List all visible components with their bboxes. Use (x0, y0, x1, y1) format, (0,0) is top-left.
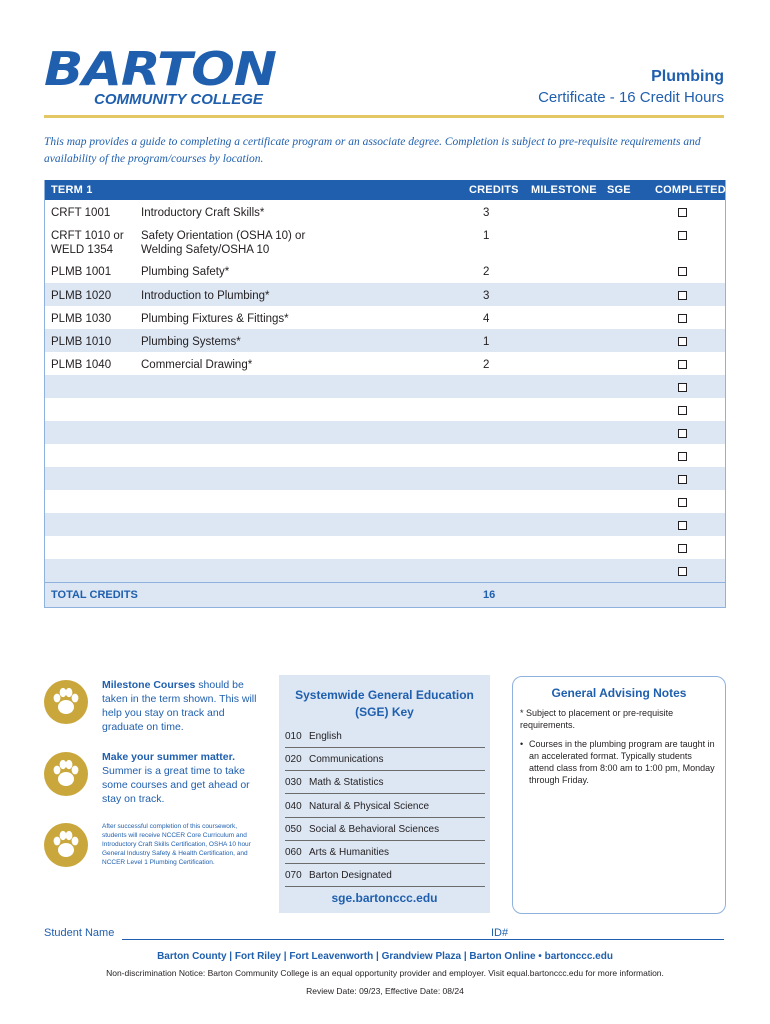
sge-key-item (285, 752, 485, 771)
total-credits-row (45, 582, 725, 607)
completed-checkbox[interactable] (678, 231, 687, 240)
intro-text: This map provides a guide to completing a certificate program or an associate degree. Completion is subject to pre-requisite requirements and availability of the program/courses by location. (44, 136, 701, 165)
course-code: PLMB 1020 (51, 290, 112, 302)
table-row (45, 306, 725, 329)
student-name-field[interactable] (122, 939, 527, 940)
course-name: Commercial Drawing* (141, 359, 253, 371)
review-date: Review Date: 09/23, Effective Date: 08/24 (306, 986, 464, 996)
table-row (45, 283, 725, 306)
bullet: • (520, 739, 524, 749)
nondiscrimination-notice: Non-discrimination Notice: Barton Community College is an equal opportunity provider and employer. Visit equal.bartonccc.edu for more information. (106, 968, 664, 978)
paw-icon (44, 823, 88, 867)
advising-note (520, 738, 718, 786)
summer-note-text: Summer is a great time to take some courses and get ahead or stay on track. (102, 765, 250, 805)
table-row (45, 223, 725, 259)
table-row (45, 329, 725, 352)
sge-link[interactable]: sge.bartonccc.edu (331, 891, 438, 905)
sge-key-item (285, 822, 485, 841)
table-row (45, 421, 725, 444)
student-name-label: Student Name (44, 927, 115, 939)
advising-note: * Subject to placement or pre-requisite requirements. (520, 708, 674, 730)
total-credits-label: TOTAL CREDITS (51, 589, 138, 601)
completed-checkbox[interactable] (678, 429, 687, 438)
sge-key-box (279, 675, 490, 913)
course-code: PLMB 1040 (51, 359, 112, 371)
id-label: ID# (491, 927, 509, 939)
course-name: Plumbing Systems* (141, 336, 241, 348)
sge-code: 070 (285, 870, 302, 882)
milestone-note-text: should be taken in the term shown. This will help you stay on track and graduate on time. (102, 679, 257, 733)
campus-list: Barton County | Fort Riley | Fort Leavenworth | Grandview Plaza | Barton Online • bartonccc.edu (157, 951, 613, 962)
table-row (45, 513, 725, 536)
course-code: CRFT 1010 or WELD 1354 (51, 230, 124, 256)
table-row (45, 398, 725, 421)
certification-note: After successful completion of this coursework, students will receive NCCER Core Curriculum and Introductory Craft Skills Certification, OSHA 10 hour General Industry Safety & Health Certification, and NCCER Level 1 Plumbing Certification. (102, 823, 251, 866)
sge-header: SGE (607, 184, 631, 196)
sge-code: 010 (285, 731, 302, 742)
course-name: Introductory Craft Skills* (141, 207, 265, 219)
table-row (45, 536, 725, 559)
sge-key-item (285, 775, 485, 794)
logo-subtitle: COMMUNITY COLLEGE (94, 91, 263, 108)
completed-checkbox[interactable] (678, 314, 687, 323)
advising-note-text: Courses in the plumbing program are taught in an accelerated format. Typically students attend class from 8:00 am to 1:00 pm, Monday through Friday. (529, 739, 715, 785)
summer-note-bold: Make your summer matter. (102, 751, 236, 763)
paw-icon (44, 680, 88, 724)
course-credits: 1 (483, 230, 490, 242)
course-table (44, 180, 726, 608)
completed-checkbox[interactable] (678, 267, 687, 276)
sge-category: Arts & Humanities (309, 847, 390, 858)
sge-key-item (285, 799, 485, 818)
course-code: PLMB 1010 (51, 336, 112, 348)
sge-code: 040 (285, 800, 302, 812)
course-code: CRFT 1001 (51, 207, 111, 219)
table-row (45, 467, 725, 490)
completed-checkbox[interactable] (678, 452, 687, 461)
course-name: Plumbing Safety* (141, 266, 230, 278)
header-divider (44, 115, 724, 118)
table-row (45, 444, 725, 467)
completed-checkbox[interactable] (678, 544, 687, 553)
course-credits: 3 (483, 290, 490, 302)
course-credits: 1 (483, 336, 490, 348)
table-row (45, 559, 725, 582)
sge-category: English (309, 731, 342, 742)
college-logo (44, 44, 314, 110)
course-name: Plumbing Fixtures & Fittings* (141, 313, 289, 325)
table-row (45, 490, 725, 513)
sge-category: Natural & Physical Science (309, 800, 430, 812)
advising-notes-box (512, 676, 726, 914)
completed-checkbox[interactable] (678, 360, 687, 369)
sge-category: Barton Designated (309, 870, 392, 882)
summer-note (102, 750, 258, 806)
course-credits: 2 (483, 266, 490, 278)
completed-checkbox[interactable] (678, 406, 687, 415)
sge-key-item (285, 868, 485, 887)
milestone-header: MILESTONE (531, 184, 597, 196)
course-credits: 3 (483, 207, 490, 219)
course-code: PLMB 1001 (51, 266, 112, 278)
certificate-hours: Certificate - 16 Credit Hours (538, 89, 724, 106)
sge-key-item (285, 729, 485, 748)
table-row (45, 375, 725, 398)
table-row (45, 352, 725, 375)
table-row (45, 259, 725, 283)
completed-checkbox[interactable] (678, 521, 687, 530)
term-header: TERM 1 (51, 184, 93, 196)
program-name: Plumbing (651, 68, 724, 85)
table-row (45, 200, 725, 223)
course-credits: 4 (483, 313, 490, 325)
completed-checkbox[interactable] (678, 291, 687, 300)
table-header (45, 180, 725, 200)
sge-category: Communications (309, 754, 384, 766)
logo-wordmark: BARTON (44, 42, 276, 96)
sge-key-title: Systemwide General Education (SGE) Key (295, 688, 474, 719)
course-code: PLMB 1030 (51, 313, 112, 325)
completed-header: COMPLETED (655, 184, 726, 196)
course-name: Introduction to Plumbing* (141, 290, 270, 302)
sge-code: 020 (285, 754, 302, 766)
milestone-note-bold: Milestone Courses (102, 679, 196, 691)
sge-key-item (285, 845, 485, 864)
program-title-block (538, 68, 724, 106)
sge-code: 030 (285, 777, 302, 789)
completed-checkbox[interactable] (678, 208, 687, 217)
sge-code: 060 (285, 847, 302, 858)
completed-checkbox[interactable] (678, 337, 687, 346)
id-field[interactable] (516, 939, 724, 940)
paw-icon (44, 752, 88, 796)
course-name: Safety Orientation (OSHA 10) or Welding Safety/OSHA 10 (141, 230, 306, 256)
course-credits: 2 (483, 359, 490, 371)
milestone-note (102, 678, 258, 734)
sge-category: Social & Behavioral Sciences (309, 823, 440, 835)
completed-checkbox[interactable] (678, 567, 687, 576)
credits-header: CREDITS (469, 184, 519, 196)
sge-category: Math & Statistics (309, 777, 384, 789)
completed-checkbox[interactable] (678, 498, 687, 507)
total-credits-value: 16 (483, 589, 496, 601)
advising-notes-title: General Advising Notes (551, 686, 687, 700)
completed-checkbox[interactable] (678, 383, 687, 392)
completed-checkbox[interactable] (678, 475, 687, 484)
sge-code: 050 (285, 823, 302, 835)
